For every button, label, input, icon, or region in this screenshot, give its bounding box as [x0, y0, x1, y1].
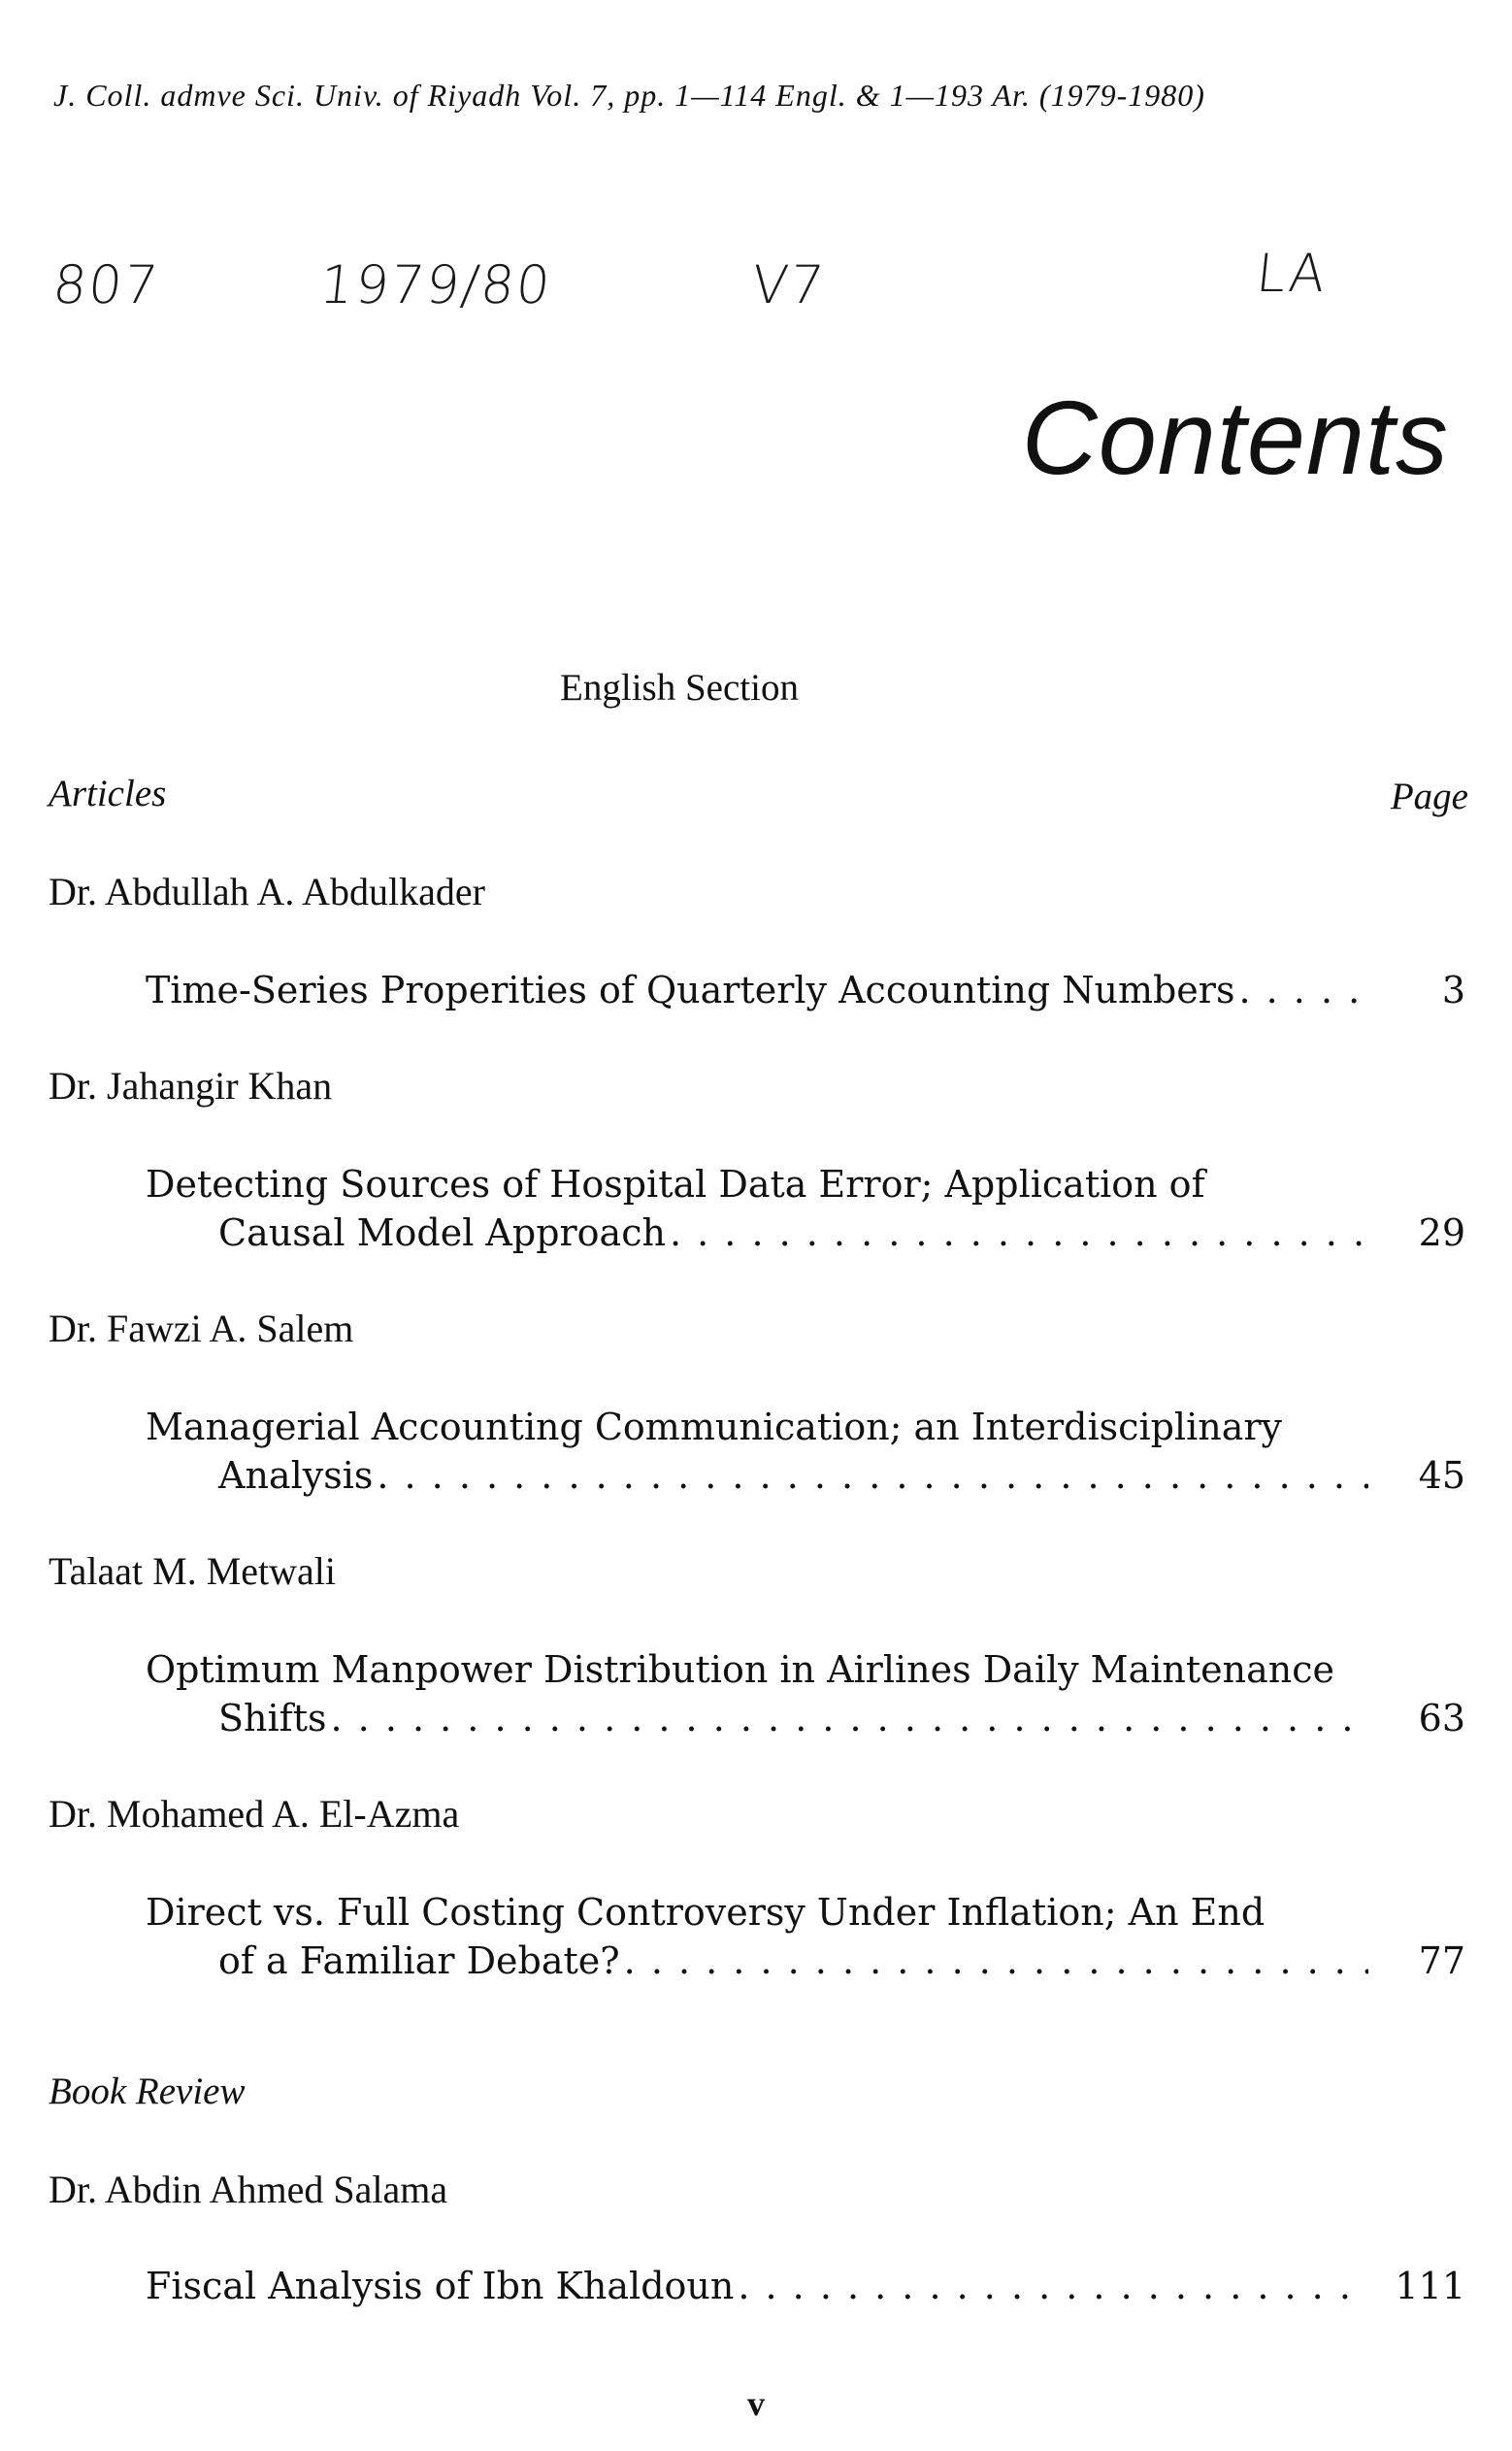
book-review-title: Fiscal Analysis of Ibn Khaldoun — [146, 2265, 735, 2307]
leader-dots — [1238, 966, 1368, 1014]
article-page-number: 3 — [1441, 969, 1465, 1011]
article-author: Dr. Mohamed A. El-Azma — [49, 1792, 460, 1836]
handwritten-note-year: 1979/80 — [316, 254, 555, 315]
book-review-label: Book Review — [49, 2070, 246, 2112]
article-title-line1: Optimum Manpower Distribution in Airlines Daily Maintenance — [146, 1648, 1334, 1691]
handwritten-note-code: LA — [1253, 243, 1331, 304]
article-author: Dr. Fawzi A. Salem — [49, 1307, 354, 1350]
article-entry[interactable] — [146, 1403, 1465, 1500]
article-title-line2: Shifts — [218, 1697, 327, 1739]
article-title-line1: Direct vs. Full Costing Controversy Under Inflation; An End — [146, 1891, 1265, 1934]
article-entry[interactable] — [146, 1645, 1465, 1742]
leader-dots — [377, 1451, 1368, 1500]
article-entry[interactable] — [146, 1888, 1465, 1985]
journal-citation: J. Coll. admve Sci. Univ. of Riyadh Vol. 7, pp. 1—114 Engl. & 1—193 Ar. (1979-1980) — [53, 78, 1205, 113]
section-heading: English Section — [560, 667, 799, 709]
article-page-number: 29 — [1418, 1211, 1465, 1254]
book-review-author: Dr. Abdin Ahmed Salama — [49, 2168, 448, 2211]
article-entry[interactable] — [146, 966, 1465, 1014]
book-review-page-number: 111 — [1395, 2265, 1465, 2307]
articles-label: Articles — [49, 773, 167, 814]
article-title-line1: Detecting Sources of Hospital Data Error; Application of — [146, 1163, 1205, 1206]
handwritten-note-call-number: 807 — [49, 254, 163, 315]
article-title-line2: of a Familiar Debate? — [218, 1939, 620, 1982]
article-page-number: 45 — [1418, 1454, 1465, 1497]
page-title: Contents — [1021, 379, 1449, 496]
article-author: Dr. Abdullah A. Abdulkader — [49, 870, 485, 913]
leader-dots — [624, 1937, 1368, 1985]
footer-page-number: v — [747, 2384, 765, 2423]
article-title-line2: Causal Model Approach — [218, 1211, 666, 1254]
handwritten-note-volume: V7 — [748, 254, 829, 315]
article-page-number: 63 — [1418, 1697, 1465, 1739]
article-author: Dr. Jahangir Khan — [49, 1064, 333, 1108]
article-title: Time-Series Properities of Quarterly Accounting Numbers — [146, 969, 1235, 1011]
leader-dots — [331, 1694, 1369, 1742]
leader-dots — [670, 1209, 1368, 1257]
article-title-line1: Managerial Accounting Communication; an Interdisciplinary — [146, 1406, 1282, 1448]
article-entry[interactable] — [146, 1160, 1465, 1257]
book-review-entry[interactable] — [146, 2262, 1465, 2310]
article-page-number: 77 — [1418, 1939, 1465, 1982]
leader-dots — [738, 2262, 1368, 2310]
page-column-label: Page — [1390, 776, 1468, 817]
article-title-line2: Analysis — [218, 1454, 374, 1497]
article-author: Talaat M. Metwali — [49, 1549, 336, 1593]
